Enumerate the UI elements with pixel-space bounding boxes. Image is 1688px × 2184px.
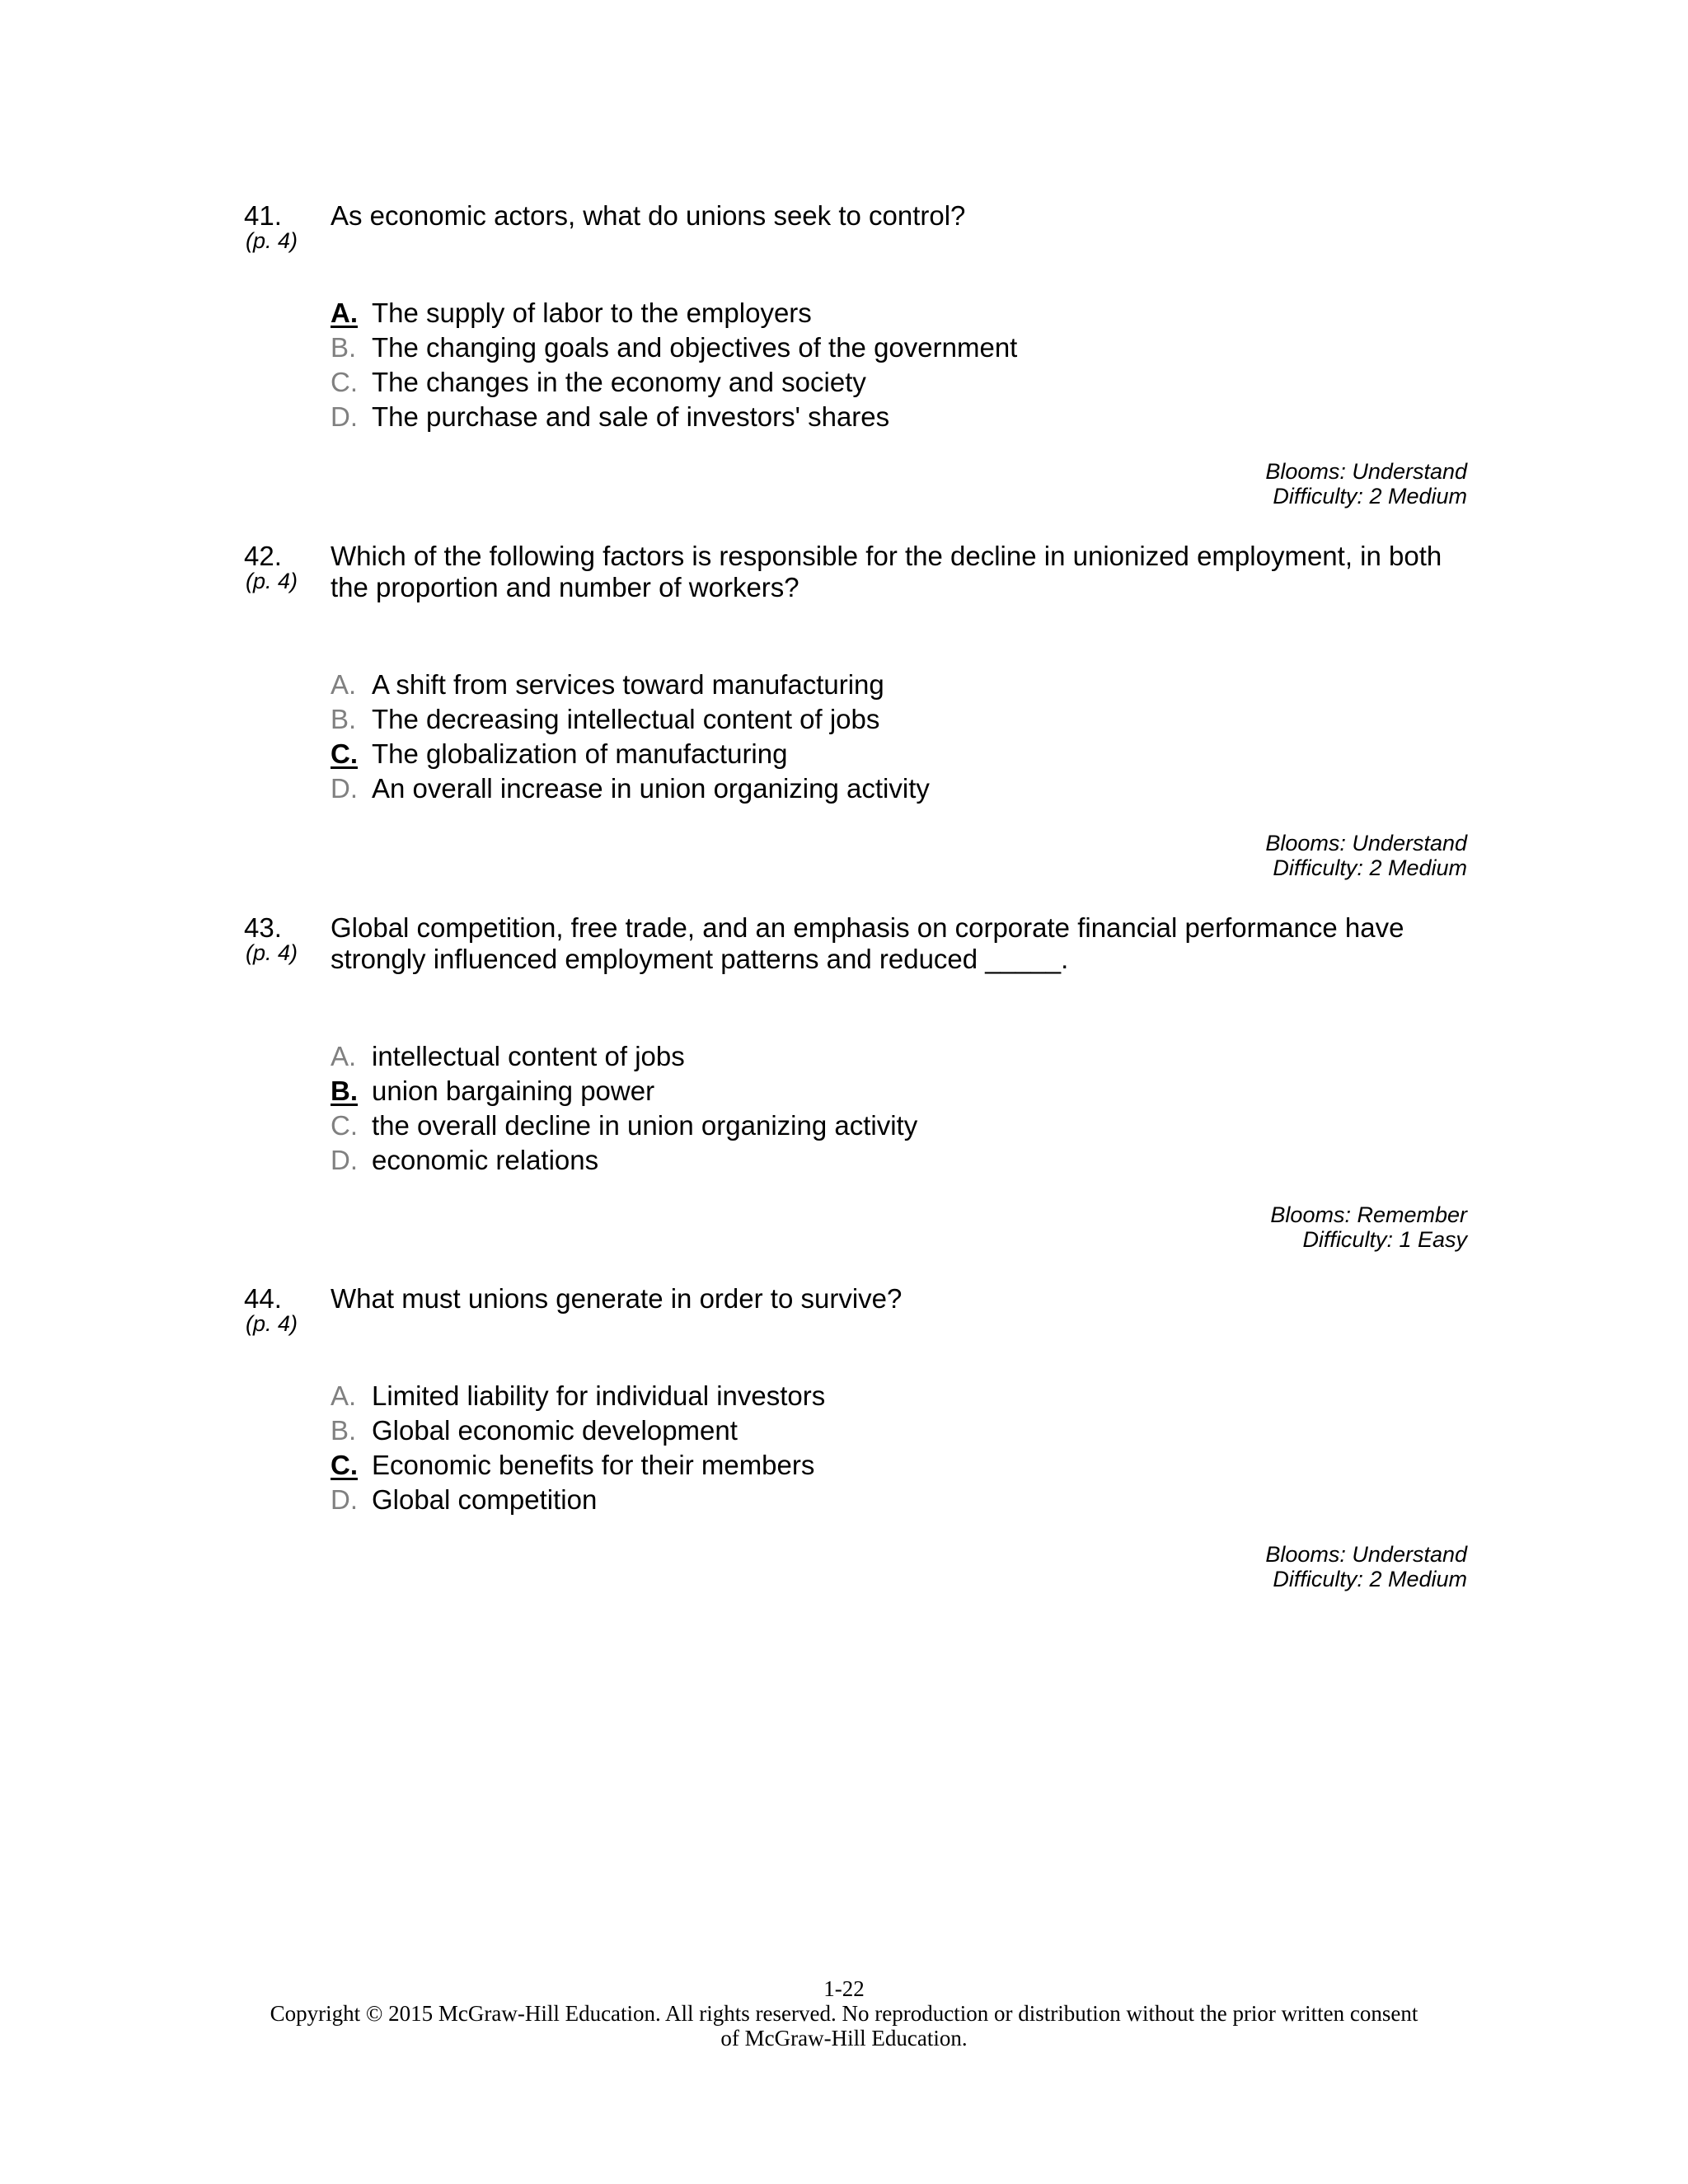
question-page-ref: (p. 4) (246, 569, 298, 593)
option-text: The supply of labor to the employers (372, 298, 812, 328)
question-text: Global competition, free trade, and an emphasis on corporate financial performance have strongly influenced employment patterns and reduced _____. (331, 912, 1404, 974)
answer-options (331, 296, 1017, 434)
difficulty-level: Difficulty: 2 Medium (1273, 855, 1467, 880)
question-page-ref: (p. 4) (246, 940, 298, 965)
option-letter: B. (331, 704, 357, 734)
option-letter: B. (331, 332, 357, 363)
answer-option-c (331, 1108, 917, 1143)
option-text: intellectual content of jobs (372, 1041, 685, 1071)
option-letter-correct: B. (331, 1076, 358, 1106)
blooms-level: Blooms: Understand (1265, 459, 1467, 484)
answer-option-c (331, 365, 1017, 400)
answer-option-a (331, 1379, 825, 1413)
answer-option-d (331, 400, 1017, 434)
answer-option-c (331, 1448, 825, 1483)
question-meta (1270, 1202, 1467, 1252)
option-text: The globalization of manufacturing (372, 738, 788, 769)
blooms-level: Blooms: Understand (1265, 831, 1467, 855)
answer-option-c (331, 737, 930, 771)
option-text: An overall increase in union organizing activity (372, 773, 930, 804)
answer-option-b (331, 1413, 825, 1448)
copyright-notice: Copyright © 2015 McGraw-Hill Education. All rights reserved. No reproduction or distribution without the prior written consent of McGraw-Hill Education. (270, 2001, 1418, 2050)
option-text: The changing goals and objectives of the government (372, 332, 1018, 363)
page-number: 1-22 (823, 1976, 865, 2001)
option-text: the overall decline in union organizing activity (372, 1110, 918, 1141)
question-number: 43. (244, 912, 282, 943)
option-letter: C. (331, 1110, 358, 1141)
option-text: economic relations (372, 1145, 599, 1175)
option-letter: D. (331, 1484, 358, 1515)
answer-options (331, 668, 930, 806)
difficulty-level: Difficulty: 1 Easy (1302, 1227, 1467, 1252)
option-text: Global economic development (372, 1415, 738, 1446)
question-meta (1265, 459, 1467, 509)
blooms-level: Blooms: Remember (1270, 1202, 1467, 1227)
option-text: The decreasing intellectual content of jobs (372, 704, 880, 734)
option-text: Economic benefits for their members (372, 1450, 815, 1480)
option-letter: D. (331, 401, 358, 432)
page-footer (0, 1976, 1688, 2050)
question-page-ref: (p. 4) (246, 228, 298, 253)
question-number: 44. (244, 1283, 282, 1314)
question-text: Which of the following factors is responsible for the decline in unionized employment, in both the proportion and number of workers? (331, 541, 1442, 602)
option-text: The purchase and sale of investors' shares (372, 401, 890, 432)
answer-option-b (331, 702, 930, 737)
answer-option-d (331, 1143, 917, 1178)
option-letter: C. (331, 367, 358, 397)
option-text: The changes in the economy and society (372, 367, 866, 397)
option-letter: D. (331, 773, 358, 804)
option-letter-correct: C. (331, 1450, 358, 1480)
question-text: What must unions generate in order to survive? (331, 1283, 903, 1314)
option-letter: B. (331, 1415, 357, 1446)
option-text: Global competition (372, 1484, 598, 1515)
answer-option-d (331, 771, 930, 806)
answer-options (331, 1379, 825, 1517)
question-text: As economic actors, what do unions seek to control? (331, 200, 966, 231)
question-number: 42. (244, 541, 282, 571)
question-meta (1265, 831, 1467, 880)
option-text: A shift from services toward manufacturing (372, 669, 884, 700)
option-letter-correct: C. (331, 738, 358, 769)
answer-option-b (331, 330, 1017, 365)
option-letter: A. (331, 669, 357, 700)
question-meta (1265, 1542, 1467, 1591)
option-letter: A. (331, 1041, 357, 1071)
answer-option-d (331, 1483, 825, 1517)
answer-options (331, 1039, 917, 1178)
difficulty-level: Difficulty: 2 Medium (1273, 1567, 1467, 1591)
question-number: 41. (244, 200, 282, 231)
option-text: union bargaining power (372, 1076, 655, 1106)
option-text: Limited liability for individual investors (372, 1380, 826, 1411)
answer-option-b (331, 1074, 917, 1108)
option-letter-correct: A. (331, 298, 358, 328)
option-letter: D. (331, 1145, 358, 1175)
answer-option-a (331, 296, 1017, 330)
difficulty-level: Difficulty: 2 Medium (1273, 484, 1467, 509)
blooms-level: Blooms: Understand (1265, 1542, 1467, 1567)
answer-option-a (331, 1039, 917, 1074)
option-letter: A. (331, 1380, 357, 1411)
answer-option-a (331, 668, 930, 702)
question-page-ref: (p. 4) (246, 1311, 298, 1336)
